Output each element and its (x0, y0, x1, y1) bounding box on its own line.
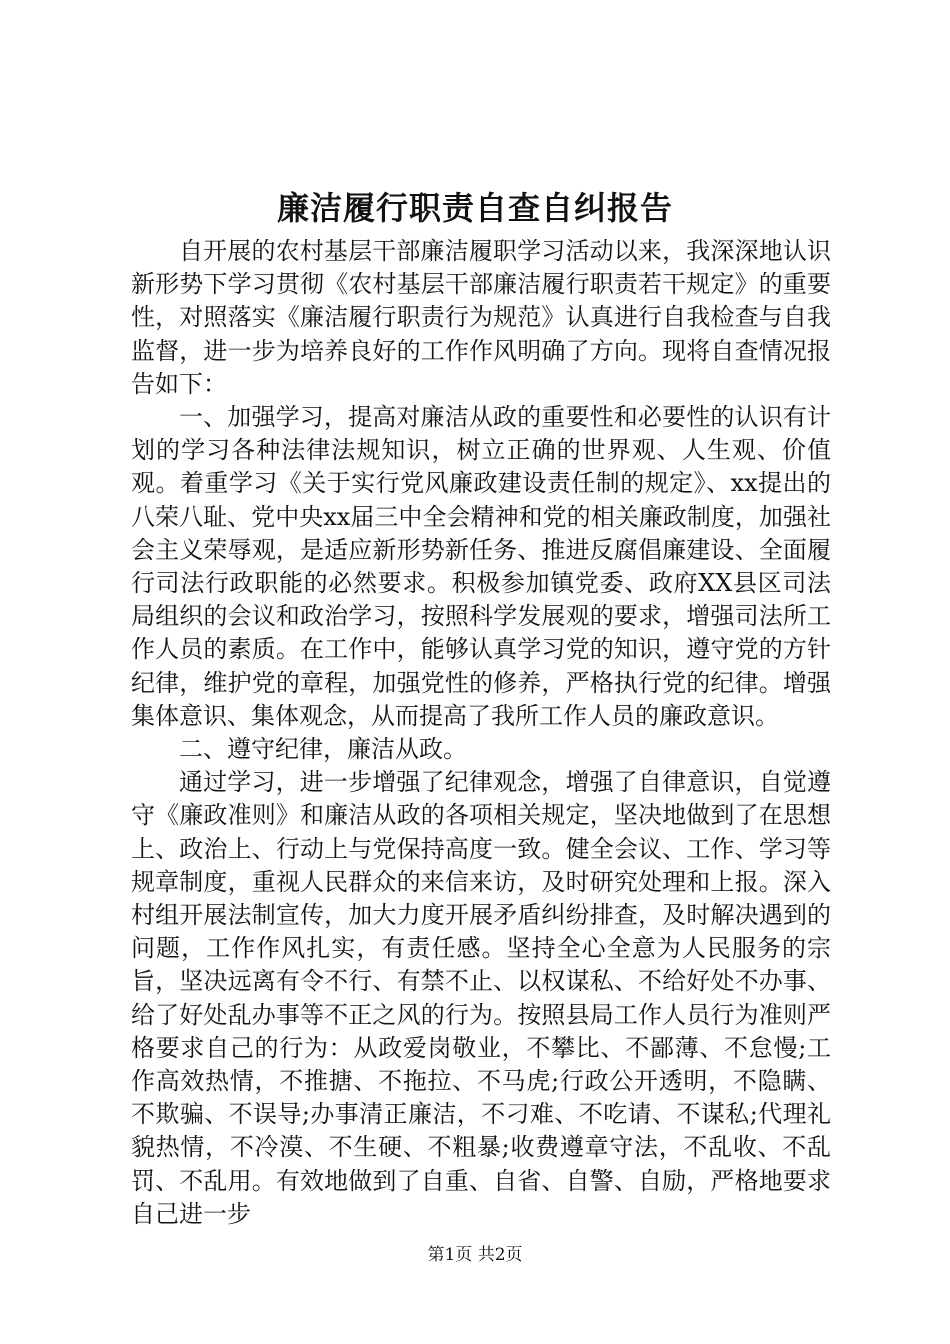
page-number-footer: 第1页 共2页 (427, 1245, 523, 1265)
document-title: 廉洁履行职责自查自纠报告 (276, 189, 673, 227)
document-body (131, 235, 831, 1231)
paragraph-intro: 自开展的农村基层干部廉洁履职学习活动以来，我深深地认识新形势下学习贯彻《农村基层干部廉洁履行职责若干规定》的重要性，对照落实《廉洁履行职责行为规范》认真进行自我检查与自我监督，进一步为培养良好的工作作风明确了方向。现将自查情况报告如下： (131, 237, 831, 398)
paragraph-section-one: 一、加强学习，提高对廉洁从政的重要性和必要性的认识有计划的学习各种法律法规知识，树立正确的世界观、人生观、价值观。着重学习《关于实行党风廉政建设责任制的规定》、xx提出的八荣八耻、党中央xx届三中全会精神和党的相关廉政制度，加强社会主义荣辱观，是适应新形势新任务、推进反腐倡廉建设、全面履行司法行政职能的必然要求。积极参加镇党委、政府XX县区司法局组织的会议和政治学习，按照科学发展观的要求，增强司法所工作人员的素质。在工作中，能够认真学习党的知识，遵守党的方针纪律，维护党的章程，加强党性的修养，严格执行党的纪律。增强集体意识、集体观念，从而提高了我所工作人员的廉政意识。 (131, 403, 831, 730)
paragraph-section-two-heading: 二、遵守纪律，廉洁从政。 (179, 735, 467, 764)
paragraph-section-two-body: 通过学习，进一步增强了纪律观念，增强了自律意识，自觉遵守《廉政准则》和廉洁从政的各项相关规定，坚决地做到了在思想上、政治上、行动上与党保持高度一致。健全会议、工作、学习等规章制度，重视人民群众的来信来访，及时研究处理和上报。深入村组开展法制宣传，加大力度开展矛盾纠纷排查，及时解决遇到的问题，工作作风扎实，有责任感。坚持全心全意为人民服务的宗旨，坚决远离有令不行、有禁不止、以权谋私、不给好处不办事、给了好处乱办事等不正之风的行为。按照县局工作人员行为准则严格要求自己的行为：从政爱岗敬业，不攀比、不鄙薄、不怠慢;工作高效热情，不推搪、不拖拉、不马虎;行政公开透明，不隐瞒、不欺骗、不误导;办事清正廉洁，不刁难、不吃请、不谋私;代理礼貌热情，不冷漠、不生硬、不粗暴;收费遵章守法，不乱收、不乱罚、不乱用。有效地做到了自重、自省、自警、自励，严格地要求自己进一步 (131, 768, 831, 1228)
